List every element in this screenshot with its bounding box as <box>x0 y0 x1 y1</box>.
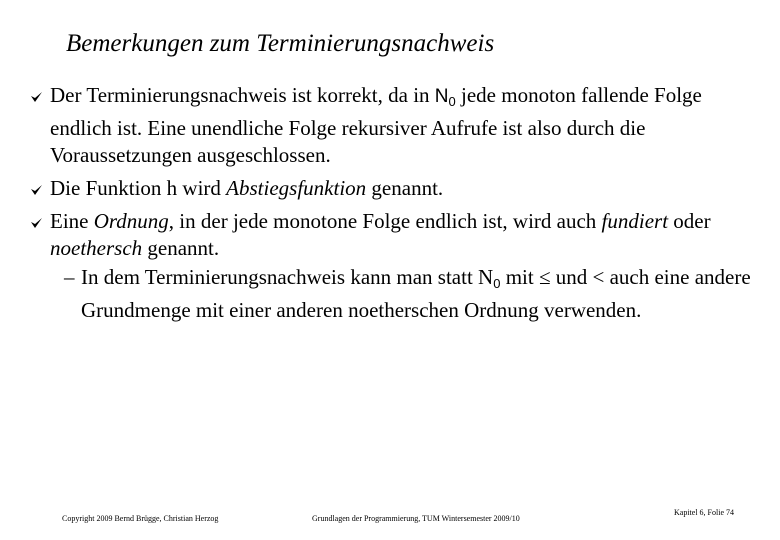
bullet-list <box>30 82 760 324</box>
bullet-2-text-1: Die Funktion h wird <box>50 176 227 200</box>
bullet-1-text-1: Der Terminierungsnachweis ist korrekt, da in <box>50 83 435 107</box>
bullet-item-1 <box>30 82 760 169</box>
bullet-3-text-1: Eine <box>50 209 94 233</box>
footer-page-number: Kapitel 6, Folie 74 <box>674 508 734 517</box>
math-n0 <box>435 86 456 107</box>
checkmark-icon <box>30 82 46 109</box>
term-abstiegsfunktion: Abstiegsfunktion <box>226 176 367 200</box>
dash-marker: – <box>64 265 75 289</box>
math-n: N <box>434 86 449 107</box>
term-noethersch: noethersch <box>50 236 143 260</box>
bullet-1-text-2: jede monoton fallende Folge endlich ist. Eine unendliche Folge rekursiver Aufrufe ist also durch die Voraussetzungen ausgeschlossen. <box>50 83 702 167</box>
sub-bullet-subscript: 0 <box>493 276 501 291</box>
footer-copyright: Copyright 2009 Bernd Brügge, Christian Herzog <box>62 514 219 523</box>
sub-bullet-text-1: In dem Terminierungsnachweis kann man statt N <box>81 265 494 289</box>
term-ordnung: Ordnung <box>93 209 169 233</box>
checkmark-icon <box>30 208 46 235</box>
bullet-3-text-4: genannt. <box>142 236 220 260</box>
math-subscript: 0 <box>448 94 456 109</box>
term-fundiert: fundiert <box>601 209 669 233</box>
bullet-3-text-3: oder <box>668 209 711 233</box>
footer-course: Grundlagen der Programmierung, TUM Wintersemester 2009/10 <box>312 514 520 523</box>
bullet-item-2 <box>30 175 760 202</box>
bullet-item-3 <box>30 208 760 262</box>
bullet-3-text-2: , in der jede monotone Folge endlich ist, wird auch <box>168 209 602 233</box>
sub-bullet-text-2: mit ≤ und < auch eine andere Grundmenge mit einer anderen noetherschen Ordnung verwenden. <box>81 265 751 322</box>
bullet-2-text-2: genannt. <box>366 176 444 200</box>
checkmark-icon <box>30 175 46 202</box>
slide-title: Bemerkungen zum Terminierungsnachweis <box>66 30 495 57</box>
sub-bullet-item <box>30 264 760 324</box>
